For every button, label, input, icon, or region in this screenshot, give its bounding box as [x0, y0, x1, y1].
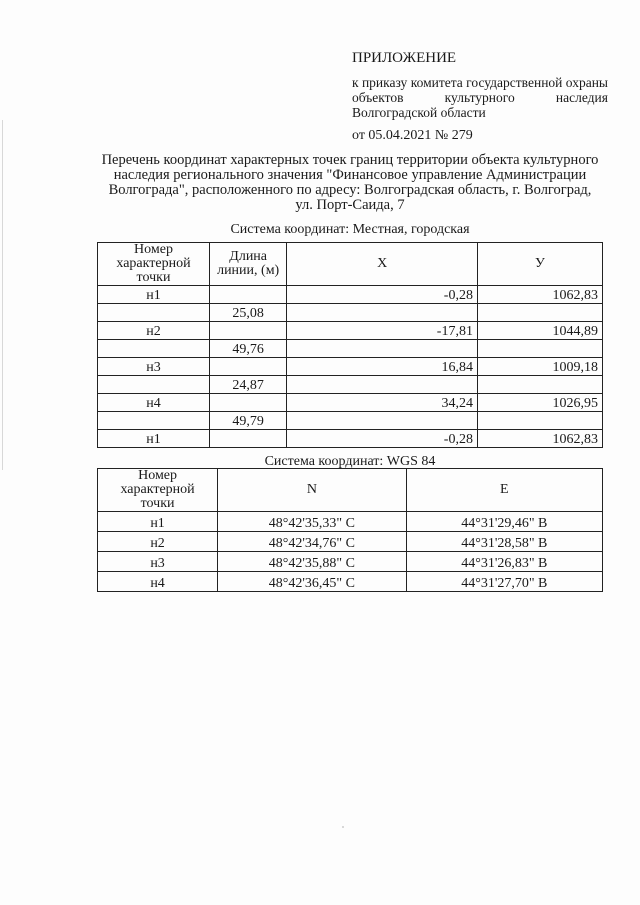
- header-y: У: [477, 243, 602, 286]
- cell-x: -0,28: [287, 430, 478, 448]
- appendix-title: ПРИЛОЖЕНИЕ: [352, 50, 457, 66]
- cell-n: 48°42'36,45" С: [218, 572, 407, 592]
- cell-e: 44°31'26,83" В: [406, 552, 602, 572]
- wgs-system-caption: Система координат: WGS 84: [264, 454, 436, 469]
- table-header-row: [98, 243, 603, 286]
- cell-line-length: 24,87: [210, 376, 287, 394]
- cell-line-length: 49,76: [210, 340, 287, 358]
- table-row: [98, 532, 603, 552]
- table-row: [98, 572, 603, 592]
- table-row: [98, 304, 603, 322]
- cell-point-number: [98, 412, 210, 430]
- header-n: N: [218, 469, 407, 512]
- cell-y: [477, 340, 602, 358]
- header-point-number: Номер характерной точки: [98, 243, 210, 286]
- cell-line-length: [210, 358, 287, 376]
- cell-y: 1026,95: [477, 394, 602, 412]
- header-point-number: Номер характерной точки: [98, 469, 218, 512]
- cell-n: 48°42'35,33" С: [218, 512, 407, 532]
- scan-dot: [342, 826, 344, 828]
- header-e: E: [406, 469, 602, 512]
- cell-point-number: н3: [98, 358, 210, 376]
- appendix-date: от 05.04.2021 № 279: [352, 128, 473, 143]
- cell-point-number: н1: [98, 430, 210, 448]
- document-heading: Перечень координат характерных точек границ территории объекта культурного наследия регионального значения "Финансовое управление Администрации Волгограда", расположенного по адресу: Волгоградская область, г. Волгоград, ул. Порт-Саида, 7: [101, 152, 599, 213]
- cell-e: 44°31'28,58" В: [406, 532, 602, 552]
- cell-line-length: 49,79: [210, 412, 287, 430]
- cell-x: [287, 304, 478, 322]
- table-header-row: [98, 469, 603, 512]
- local-system-caption: Система координат: Местная, городская: [230, 222, 470, 237]
- wgs-table-body: [98, 512, 603, 592]
- cell-line-length: [210, 322, 287, 340]
- cell-line-length: [210, 430, 287, 448]
- cell-point-number: н2: [98, 322, 210, 340]
- cell-point-number: н3: [98, 552, 218, 572]
- cell-x: -17,81: [287, 322, 478, 340]
- cell-e: 44°31'29,46" В: [406, 512, 602, 532]
- header-line-length: Длина линии, (м): [210, 243, 287, 286]
- cell-line-length: 25,08: [210, 304, 287, 322]
- cell-x: [287, 412, 478, 430]
- header-x: X: [287, 243, 478, 286]
- table-row: [98, 512, 603, 532]
- cell-y: 1062,83: [477, 430, 602, 448]
- cell-x: 34,24: [287, 394, 478, 412]
- cell-y: [477, 304, 602, 322]
- cell-line-length: [210, 394, 287, 412]
- cell-y: [477, 376, 602, 394]
- cell-n: 48°42'35,88" С: [218, 552, 407, 572]
- cell-point-number: н4: [98, 394, 210, 412]
- table-row: [98, 412, 603, 430]
- table-row: [98, 552, 603, 572]
- cell-line-length: [210, 286, 287, 304]
- wgs-coordinates-table: [97, 468, 603, 592]
- cell-point-number: н4: [98, 572, 218, 592]
- cell-point-number: н1: [98, 286, 210, 304]
- cell-point-number: [98, 304, 210, 322]
- table-row: [98, 394, 603, 412]
- cell-x: 16,84: [287, 358, 478, 376]
- cell-x: -0,28: [287, 286, 478, 304]
- cell-y: 1062,83: [477, 286, 602, 304]
- cell-point-number: н1: [98, 512, 218, 532]
- scan-edge-mark: [2, 120, 3, 470]
- table-row: [98, 340, 603, 358]
- table-row: [98, 358, 603, 376]
- table-row: [98, 286, 603, 304]
- table-row: [98, 322, 603, 340]
- cell-point-number: [98, 376, 210, 394]
- table-row: [98, 430, 603, 448]
- local-table-body: [98, 286, 603, 448]
- appendix-reference: к приказу комитета государственной охраны объектов культурного наследия Волгоградской области: [352, 75, 608, 120]
- cell-n: 48°42'34,76" С: [218, 532, 407, 552]
- cell-point-number: н2: [98, 532, 218, 552]
- cell-x: [287, 376, 478, 394]
- cell-e: 44°31'27,70" В: [406, 572, 602, 592]
- cell-x: [287, 340, 478, 358]
- cell-y: 1009,18: [477, 358, 602, 376]
- cell-y: 1044,89: [477, 322, 602, 340]
- cell-point-number: [98, 340, 210, 358]
- local-coordinates-table: [97, 242, 603, 448]
- table-row: [98, 376, 603, 394]
- cell-y: [477, 412, 602, 430]
